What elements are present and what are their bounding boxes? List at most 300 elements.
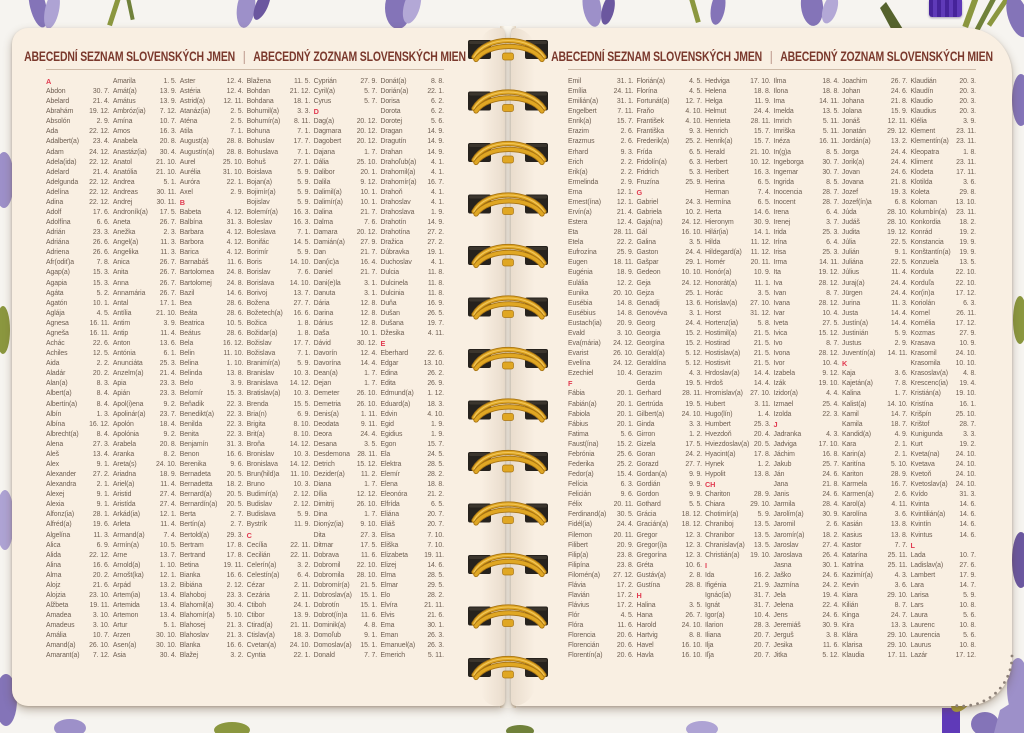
entry-name: Arleta bbox=[112, 521, 131, 529]
entry-date: 19. 2. bbox=[959, 440, 976, 448]
name-entry bbox=[247, 430, 311, 440]
name-entry bbox=[568, 480, 634, 490]
entry-date: 10. 1. bbox=[360, 329, 378, 337]
entry-date: 22. 11. bbox=[290, 551, 311, 559]
entry-date: 8. 8. bbox=[431, 78, 444, 85]
name-entry bbox=[774, 531, 840, 541]
entry-name: Aladár bbox=[46, 370, 66, 378]
entry-date: 2. 2. bbox=[96, 360, 110, 368]
entry-name: Dalibor bbox=[313, 168, 335, 176]
entry-name: Anabela bbox=[112, 138, 138, 146]
entry-name: Ilona bbox=[773, 88, 788, 96]
entry-name: Kor(in)a bbox=[910, 289, 935, 297]
entry-date: 9. 1. bbox=[894, 249, 908, 257]
entry-date: 17. 12. bbox=[955, 289, 976, 297]
name-entry bbox=[842, 248, 908, 258]
entry-date: 5. 6. bbox=[963, 612, 976, 620]
name-entry bbox=[774, 440, 840, 450]
entry-name: Bronislava bbox=[246, 460, 278, 468]
name-entry bbox=[314, 601, 378, 611]
entry-name: Helmut bbox=[705, 108, 727, 116]
entry-name: Honorát(a) bbox=[705, 279, 737, 287]
name-entry bbox=[314, 258, 378, 268]
entry-date: 21. 7. bbox=[360, 249, 378, 257]
header-divider bbox=[568, 69, 976, 70]
entry-date: 13. 4. bbox=[92, 450, 110, 458]
entry-name: Fridrich bbox=[636, 168, 659, 176]
entry-date: 14. 4. bbox=[890, 319, 908, 327]
name-entry bbox=[705, 400, 771, 410]
name-entry bbox=[46, 158, 110, 168]
name-entry bbox=[637, 208, 703, 218]
name-entry bbox=[180, 309, 244, 319]
entry-name: Jazmína bbox=[773, 581, 799, 589]
name-entry bbox=[113, 561, 177, 571]
entry-name: Dulcia bbox=[380, 269, 400, 277]
entry-name: Hvezdoň bbox=[705, 430, 732, 438]
entry-date: 12. 8. bbox=[360, 319, 378, 327]
entry-name: Hrdoš bbox=[705, 380, 723, 388]
entry-name: Atanáz(ia) bbox=[179, 108, 211, 116]
name-entry bbox=[842, 127, 908, 137]
entry-name: Bojan(a) bbox=[246, 178, 272, 186]
entry-name: Justín(a) bbox=[842, 319, 868, 327]
entry-date: 9. 2. bbox=[163, 430, 177, 438]
entry-name: Hypolit bbox=[705, 471, 726, 479]
name-entry bbox=[705, 329, 771, 339]
name-entry bbox=[113, 410, 177, 420]
name-entry bbox=[247, 258, 311, 268]
entry-name: Adrián bbox=[46, 229, 66, 237]
entry-name: Blanka bbox=[179, 642, 201, 650]
entry-date: 16. 12. bbox=[222, 340, 244, 348]
name-entry bbox=[314, 651, 378, 661]
entry-name: Elena bbox=[380, 481, 398, 489]
name-entry bbox=[568, 77, 634, 87]
entry-name: Eusébius bbox=[568, 309, 596, 317]
entry-name: Adela(ida) bbox=[46, 158, 77, 166]
entry-date: 20. 6. bbox=[616, 652, 634, 660]
entry-name: Bela bbox=[179, 340, 194, 348]
entry-name: Egidius bbox=[380, 430, 403, 438]
name-entry bbox=[911, 651, 977, 661]
entry-name: Cyrus bbox=[313, 98, 332, 106]
entry-name: Lars bbox=[910, 602, 924, 610]
name-entry bbox=[46, 349, 110, 359]
entry-name: Kornélia bbox=[910, 319, 935, 327]
entry-name: Apolónia bbox=[112, 430, 139, 438]
entry-date: 5. 6. bbox=[963, 632, 976, 640]
name-entry bbox=[113, 641, 177, 651]
entry-date: 11. 3. bbox=[93, 531, 110, 539]
name-entry bbox=[113, 87, 177, 97]
name-entry bbox=[113, 279, 177, 289]
name-entry bbox=[113, 158, 177, 168]
entry-name: Dávid bbox=[313, 340, 331, 348]
name-entry bbox=[637, 127, 703, 137]
name-entry bbox=[842, 319, 908, 329]
name-entry bbox=[247, 641, 311, 651]
entry-name: Beatrica bbox=[179, 319, 205, 327]
entry-date: 10. 7. bbox=[92, 632, 110, 640]
entry-name: Eulália bbox=[568, 279, 588, 287]
name-entry bbox=[774, 289, 840, 299]
entry-date: 27. 9. bbox=[360, 78, 378, 85]
name-entry bbox=[113, 601, 177, 611]
entry-name: Gašpar bbox=[636, 259, 659, 267]
entry-name: Gregor bbox=[636, 531, 658, 539]
entry-date: 22. 12. bbox=[89, 551, 110, 559]
name-entry bbox=[314, 631, 378, 641]
entry-name: Fabiola bbox=[568, 410, 590, 418]
entry-name: Kurt bbox=[910, 440, 923, 448]
name-entry bbox=[774, 77, 840, 87]
name-entry bbox=[247, 87, 311, 97]
entry-name: Amarila bbox=[112, 78, 136, 85]
entry-name: Celestín(a) bbox=[246, 571, 280, 579]
entry-name: Kunigunda bbox=[910, 430, 943, 438]
entry-name: Dani(e)la bbox=[313, 279, 341, 287]
name-entry bbox=[911, 510, 977, 520]
name-entry bbox=[113, 137, 177, 147]
entry-name: Hviezdoslav(a) bbox=[705, 440, 750, 448]
entry-name: Jarmila bbox=[773, 501, 796, 509]
entry-date: 26. 10. bbox=[89, 642, 110, 650]
entry-name: Dalimír(a) bbox=[313, 198, 343, 206]
entry-date: 10. 3. bbox=[293, 390, 311, 398]
entry-name: Gustína bbox=[636, 581, 660, 589]
entry-name: Jesika bbox=[773, 642, 793, 650]
entry-name: Asia bbox=[112, 652, 126, 660]
entry-name: Božena bbox=[246, 299, 270, 307]
entry-name: Fridolín(a) bbox=[636, 158, 667, 166]
entry-name: Drahoľub(a) bbox=[380, 158, 417, 166]
entry-name: Františka bbox=[636, 128, 664, 136]
entry-name: Bernardín(a) bbox=[179, 501, 218, 509]
name-entry bbox=[637, 137, 703, 147]
entry-name: Božetech(a) bbox=[246, 309, 283, 317]
entry-date: 3. 2. bbox=[230, 652, 244, 660]
entry-date: 23. 3. bbox=[159, 380, 177, 388]
name-entry bbox=[911, 480, 977, 490]
name-entry bbox=[180, 581, 244, 591]
entry-name: Bertold(a) bbox=[179, 531, 210, 539]
name-entry bbox=[637, 87, 703, 97]
name-entry bbox=[247, 510, 311, 520]
name-entry bbox=[113, 621, 177, 631]
entry-name: Honór(a) bbox=[705, 269, 732, 277]
entry-name: Borivoj bbox=[246, 289, 268, 297]
entry-name: Elmar bbox=[380, 581, 398, 589]
entry-date: 14. 9. bbox=[427, 138, 444, 146]
entry-name: Bernard(a) bbox=[179, 491, 212, 499]
entry-name: Božislav bbox=[246, 340, 272, 348]
entry-date: 26. 7. bbox=[159, 279, 177, 287]
entry-date: 1. 2. bbox=[689, 430, 702, 438]
name-entry bbox=[911, 198, 977, 208]
entry-date: 31. 1. bbox=[616, 98, 634, 106]
entry-name: Aida bbox=[46, 360, 60, 368]
name-entry bbox=[637, 349, 703, 359]
name-entry bbox=[314, 561, 378, 571]
entry-date: 3. 6. bbox=[894, 511, 908, 519]
name-entry bbox=[637, 470, 703, 480]
name-entry bbox=[911, 87, 977, 97]
bookmark-ribbon[interactable] bbox=[929, 0, 962, 17]
entry-name: Blahoboj bbox=[179, 591, 206, 599]
entry-name: Agáta bbox=[46, 289, 64, 297]
entry-name: Félix bbox=[568, 501, 583, 509]
name-entry bbox=[46, 369, 110, 379]
entry-date: 24. 12. bbox=[681, 279, 702, 287]
entry-date: 18. 12. bbox=[681, 511, 702, 519]
entry-date: 16. 11. bbox=[89, 319, 110, 327]
entry-date: 28. 6. bbox=[226, 299, 244, 307]
entry-name: Apolón bbox=[112, 420, 134, 428]
entry-name: Amát(a) bbox=[112, 88, 137, 96]
entry-name: Krasomila bbox=[910, 360, 941, 368]
entry-name: Ctibor bbox=[246, 612, 265, 620]
name-entry bbox=[180, 238, 244, 248]
entry-name: Daša bbox=[313, 329, 330, 337]
entry-date: 14. 9. bbox=[427, 128, 444, 136]
entry-name: Elvis bbox=[380, 612, 395, 620]
name-entry bbox=[637, 339, 703, 349]
name-entry bbox=[247, 248, 311, 258]
entry-name: Alojzia bbox=[46, 591, 66, 599]
entry-date: 14. 12. bbox=[289, 380, 311, 388]
entry-date: 22. 5. bbox=[890, 259, 908, 267]
entry-date: 28. 9. bbox=[890, 471, 908, 479]
name-entry bbox=[180, 541, 244, 551]
entry-name: Edvin bbox=[380, 410, 398, 418]
entry-date: 14. 4. bbox=[753, 370, 771, 378]
name-entry bbox=[247, 238, 311, 248]
name-entry bbox=[180, 561, 244, 571]
name-entry bbox=[568, 510, 634, 520]
entry-name: Antip bbox=[112, 329, 129, 337]
name-column bbox=[46, 77, 110, 662]
name-entry bbox=[247, 551, 311, 561]
name-entry bbox=[705, 450, 771, 460]
entry-date: 14. 8. bbox=[616, 309, 634, 317]
entry-name: Agapia bbox=[46, 279, 67, 287]
name-entry bbox=[705, 289, 771, 299]
entry-name: Karmela bbox=[842, 481, 867, 489]
entry-date: 16. 6. bbox=[293, 309, 311, 317]
entry-name: Inocent bbox=[773, 198, 796, 206]
entry-name: Cyril(a) bbox=[313, 88, 335, 96]
entry-date: 17. 6. bbox=[92, 209, 110, 217]
entry-name: Jaromír(a) bbox=[773, 531, 805, 539]
entry-date: 20. 1. bbox=[616, 410, 634, 418]
entry-date: 24. 6. bbox=[890, 168, 908, 176]
entry-name: Iva bbox=[773, 279, 783, 287]
entry-name: Florína bbox=[636, 88, 658, 96]
entry-date: 30. 1. bbox=[822, 561, 839, 569]
entry-date: 24. 7. bbox=[890, 612, 908, 620]
name-entry bbox=[842, 188, 908, 198]
entry-name: Bernadetta bbox=[179, 481, 213, 489]
entry-name: Kordula bbox=[910, 269, 934, 277]
entry-name: Ima bbox=[773, 98, 785, 106]
entry-name: Izák bbox=[773, 380, 786, 388]
name-entry bbox=[911, 258, 977, 268]
entry-name: Horác bbox=[705, 289, 723, 297]
name-entry bbox=[705, 228, 771, 238]
entry-name: Fatima bbox=[568, 430, 589, 438]
entry-name: Atila bbox=[179, 128, 193, 136]
entry-name: Jordán(a) bbox=[842, 138, 871, 146]
entry-date: 11. 4. bbox=[160, 521, 177, 529]
entry-date: 26. 11. bbox=[956, 309, 976, 317]
entry-name: Cezária bbox=[246, 591, 270, 599]
entry-name: Klementín(a) bbox=[910, 138, 949, 146]
entry-date: 11. 4. bbox=[160, 329, 177, 337]
name-entry bbox=[113, 490, 177, 500]
entry-name: Filibert bbox=[568, 541, 588, 549]
name-entry bbox=[247, 520, 311, 530]
entry-name: Adalbert(a) bbox=[46, 138, 79, 146]
entry-name: Danuta bbox=[313, 289, 336, 297]
entry-name: Flávius bbox=[568, 602, 590, 610]
entry-name: Kvintus bbox=[910, 531, 933, 539]
entry-date: 24. 6. bbox=[822, 571, 839, 579]
entry-name: Axel bbox=[179, 188, 193, 196]
entry-name: Dária bbox=[313, 299, 330, 307]
entry-date: 27. 7. bbox=[293, 299, 311, 307]
entry-name: Fedor(a) bbox=[568, 471, 594, 479]
title-separator: | bbox=[242, 48, 246, 64]
name-entry bbox=[705, 77, 771, 87]
entry-date: 19. 11. bbox=[89, 602, 110, 610]
entry-name: Eliška bbox=[380, 541, 399, 549]
name-entry bbox=[247, 470, 311, 480]
entry-date: 1. 7. bbox=[894, 390, 908, 398]
entry-date: 21. 10. bbox=[156, 168, 177, 176]
entry-date: 22. 1. bbox=[226, 178, 244, 186]
name-entry bbox=[705, 541, 771, 551]
entry-date: 10. 5. bbox=[159, 541, 177, 549]
name-entry bbox=[637, 107, 703, 117]
entry-name: Antal bbox=[112, 299, 129, 307]
name-entry bbox=[314, 268, 378, 278]
entry-date: 28. 7. bbox=[959, 420, 976, 428]
entry-date: 14. 11. bbox=[819, 259, 839, 267]
name-entry bbox=[314, 460, 378, 470]
entry-date: 15. 3. bbox=[226, 390, 244, 398]
entry-date: 22. 6. bbox=[92, 340, 110, 348]
entry-date: 26. 10. bbox=[356, 501, 378, 509]
name-entry bbox=[314, 238, 378, 248]
entry-date: 1. 2. bbox=[757, 460, 771, 468]
name-entry bbox=[705, 97, 771, 107]
name-entry bbox=[842, 198, 908, 208]
name-entry bbox=[774, 470, 840, 480]
entry-date: 19. 12. bbox=[89, 108, 110, 116]
entry-name: Kalina bbox=[842, 390, 861, 398]
entry-name: Arne bbox=[112, 551, 128, 559]
entry-date: 21. 4. bbox=[92, 98, 110, 106]
entry-date: 20. 1. bbox=[360, 168, 378, 176]
name-entry bbox=[911, 561, 977, 571]
entry-date: 5. 6. bbox=[431, 118, 444, 126]
entry-name: Branimír(a) bbox=[246, 360, 281, 368]
entry-name: Lada bbox=[910, 551, 926, 559]
entry-name: Andrea bbox=[112, 178, 135, 186]
name-entry bbox=[568, 289, 634, 299]
entry-name: Bazil bbox=[179, 289, 195, 297]
entry-name: Genadij bbox=[636, 299, 660, 307]
entry-date: 2. 2. bbox=[620, 158, 634, 166]
entry-name: Kvintín bbox=[910, 521, 931, 529]
entry-name: Drahoň bbox=[380, 188, 403, 196]
entry-date: 7. 4. bbox=[757, 188, 771, 196]
name-entry bbox=[774, 410, 840, 420]
entry-name: Edita bbox=[380, 380, 396, 388]
entry-date: 14. 10. bbox=[289, 259, 311, 267]
entry-name: Florentín(a) bbox=[568, 652, 603, 660]
name-entry bbox=[774, 349, 840, 359]
entry-date: 2. 6. bbox=[894, 491, 908, 499]
name-entry bbox=[180, 87, 244, 97]
entry-name: Annamária bbox=[112, 289, 146, 297]
entry-name: Herta bbox=[705, 209, 722, 217]
name-entry bbox=[842, 87, 908, 97]
entry-date: 2. 11. bbox=[294, 581, 311, 589]
name-entry bbox=[380, 410, 444, 420]
name-entry bbox=[637, 198, 703, 208]
entry-date: 14. 4. bbox=[890, 309, 908, 317]
entry-date: 1. 5. bbox=[163, 78, 177, 85]
entry-name: Ita bbox=[773, 269, 781, 277]
entry-date: 3. 5. bbox=[689, 602, 702, 610]
entry-name: Irenej bbox=[773, 219, 791, 227]
entry-date: 20. 8. bbox=[159, 440, 177, 448]
entry-date: 16. 6. bbox=[226, 642, 244, 650]
entry-name: Dorián(a) bbox=[380, 88, 409, 96]
entry-name: Kristián(a) bbox=[910, 390, 941, 398]
name-entry bbox=[46, 581, 110, 591]
entry-name: Aténa bbox=[179, 118, 198, 126]
entry-name: Drahoslav bbox=[380, 198, 411, 206]
entry-date: 5. 3. bbox=[689, 168, 702, 176]
entry-date: 21. 4. bbox=[92, 168, 110, 176]
name-entry bbox=[113, 127, 177, 137]
entry-date: 5. 7. bbox=[364, 88, 378, 96]
entry-name: Abrahám bbox=[46, 108, 74, 116]
name-entry bbox=[314, 470, 378, 480]
name-entry bbox=[842, 450, 908, 460]
entry-date: 28. 12. bbox=[818, 279, 839, 287]
entry-name: Elizej bbox=[380, 561, 397, 569]
name-entry bbox=[46, 651, 110, 661]
entry-date: 22. 10. bbox=[955, 279, 976, 287]
name-entry bbox=[113, 450, 177, 460]
section-letter: A bbox=[46, 77, 52, 86]
name-entry bbox=[113, 117, 177, 127]
entry-date: 2. 9. bbox=[230, 188, 244, 196]
name-entry bbox=[46, 420, 110, 430]
entry-name: Hostislav(a) bbox=[705, 350, 741, 358]
entry-name: Gizela bbox=[636, 440, 656, 448]
entry-name: Karitína bbox=[842, 460, 865, 468]
name-entry bbox=[637, 551, 703, 561]
name-entry bbox=[774, 400, 840, 410]
entry-date: 23. 8. bbox=[616, 551, 634, 559]
entry-date: 16. 10. bbox=[681, 229, 702, 237]
entry-date: 28. 3. bbox=[753, 622, 771, 630]
